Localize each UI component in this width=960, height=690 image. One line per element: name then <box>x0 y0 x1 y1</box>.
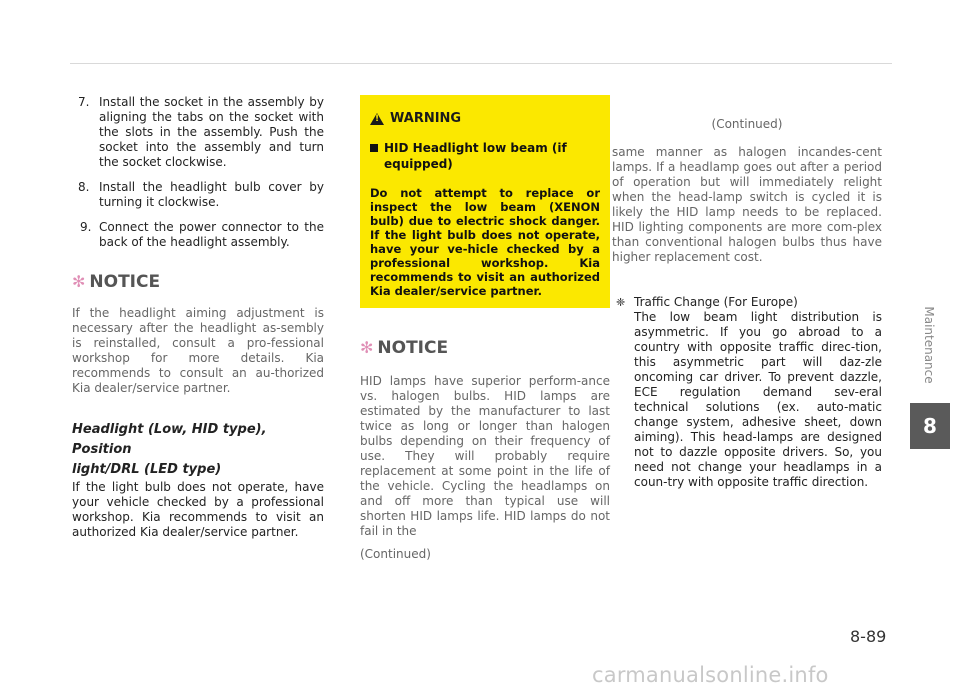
step-text: Connect the power connector to the back of the headlight assembly. <box>99 220 324 249</box>
middle-column <box>360 95 610 561</box>
warning-box <box>360 95 610 308</box>
traffic-change-section <box>612 295 882 490</box>
continued-label: (Continued) <box>360 547 431 561</box>
step-number: 7. <box>78 95 90 109</box>
step-item <box>72 220 324 250</box>
left-column <box>72 95 324 540</box>
top-rule <box>70 63 892 64</box>
step-list <box>72 95 324 250</box>
notice-text: If the headlight aiming adjustment is necessary after the headlight as-sembly is reinstalled, consult a pro-fessional workshop for more details. Kia recommends to consult an au-thorized Kia dealer/service partner. <box>72 306 324 395</box>
section-heading-line1: Headlight (Low, HID type), Position <box>72 422 267 457</box>
notice-text: HID lamps have superior perform-ance vs. halogen bulbs. HID lamps are estimated by the manufacturer to last twice as long or longer than halogen bulbs depending on their frequency of use. They will probably require replacement at some point in the life of the vehicle. Cycling the headlamps on and off more than typical use will shorten HID lamps life. HID lamps do not fail in the <box>360 374 610 538</box>
section-heading <box>72 420 324 480</box>
traffic-title: Traffic Change (For Europe) <box>634 295 798 309</box>
right-column <box>612 95 882 490</box>
section-text: If the light bulb does not operate, have your vehicle checked by a professional workshop. Kia recommends to visit an authorized Kia dealer/service partner. <box>72 480 324 539</box>
step-text: Install the headlight bulb cover by turning it clockwise. <box>99 180 324 209</box>
page-number: 8-89 <box>850 627 887 646</box>
step-item <box>72 180 324 210</box>
notice-title: NOTICE <box>377 338 449 358</box>
side-tab-label <box>922 305 936 385</box>
warning-title: WARNING <box>390 111 462 126</box>
warning-subtitle: HID Headlight low beam (if equipped) <box>384 141 567 171</box>
watermark: carmanualsonline.info <box>592 663 829 687</box>
notice-heading <box>360 338 610 358</box>
warning-triangle-icon <box>370 113 384 125</box>
chapter-name: Maintenance <box>922 306 936 384</box>
notice-title: NOTICE <box>89 272 161 292</box>
warning-subheading <box>370 140 600 172</box>
step-text: Install the socket in the assembly by aligning the tabs on the socket with the slots in the assembly. Push the socket into the assembly and turn the socket clockwise. <box>99 95 324 169</box>
traffic-text: The low beam light distribution is asymmetric. If you go abroad to a country with opposite traffic direc-tion, this asymmetric part will daz-zle oncoming car driver. To prevent dazzle, ECE regulation demand sev-eral technical solutions (ex. auto-matic change system, adhesive sheet, down aiming). This head-lamps are designed not to dazzle opposite drivers. So, you need not change your headlamps in a coun-try with opposite traffic direction. <box>634 310 882 489</box>
continued-label: (Continued) <box>711 117 783 131</box>
asterisk-icon: ✻ <box>72 272 86 291</box>
warning-text: Do not attempt to replace or inspect the low beam (XENON bulb) due to electric shock danger. If the light bulb does not operate, have your ve-hicle checked by a professional workshop. Kia recommends to visit an authorized Kia dealer/service partner. <box>370 186 600 298</box>
asterisk-icon: ❈ <box>616 296 626 309</box>
step-number: 9. <box>80 220 92 234</box>
section-heading-line2: light/DRL (LED type) <box>72 462 222 477</box>
step-item <box>72 95 324 170</box>
chapter-number-box: 8 <box>910 403 950 449</box>
notice-text: same manner as halogen incandes-cent lamps. If a headlamp goes out after a period of operation but will immediately relight when the head-lamp switch is cycled it is likely the HID lamp needs to be replaced. HID lighting components are more com-plex than conventional halogen bulbs thus have higher replacement cost. <box>612 145 882 264</box>
square-bullet-icon <box>370 144 378 152</box>
step-number: 8. <box>78 180 90 194</box>
warning-heading <box>370 111 600 126</box>
notice-heading <box>72 272 324 292</box>
asterisk-icon: ✻ <box>360 338 374 357</box>
